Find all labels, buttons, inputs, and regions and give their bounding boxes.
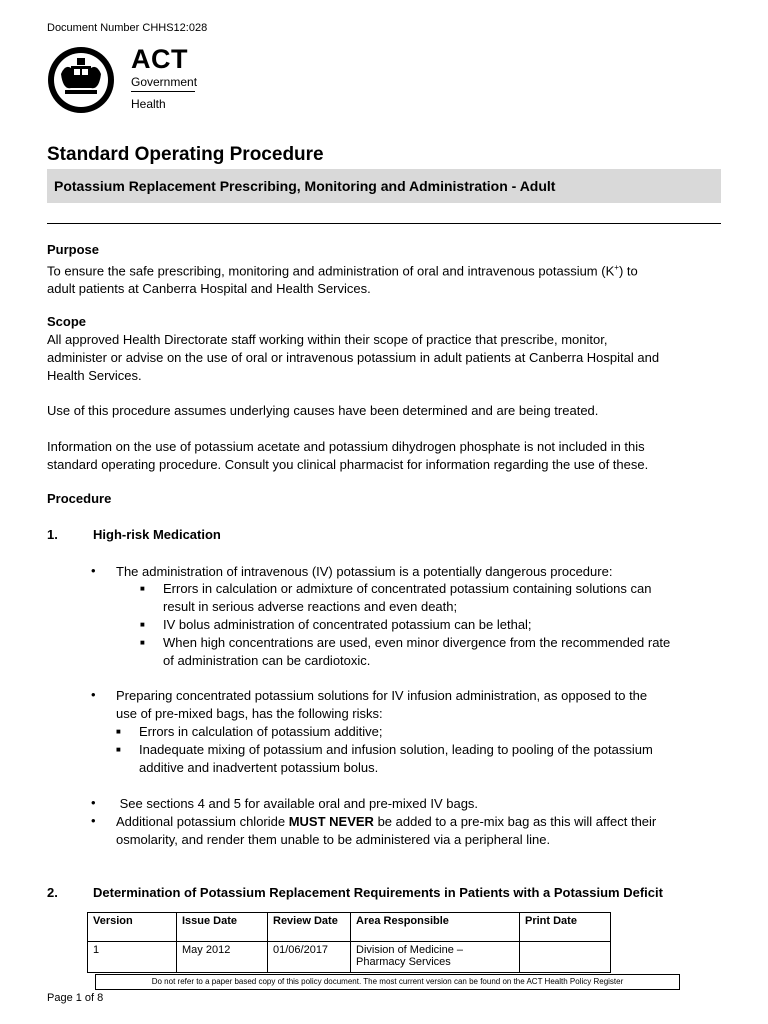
logo-org: ACT bbox=[131, 44, 188, 74]
bullet-4-bold: MUST NEVER bbox=[288, 814, 374, 829]
scope-section bbox=[47, 313, 727, 385]
section-1-number: 1. bbox=[47, 527, 58, 542]
square-bullet-icon: ■ bbox=[140, 638, 145, 647]
purpose-section bbox=[47, 241, 727, 298]
bullet-2-sub-2-line-1: Inadequate mixing of potassium and infusion solution, leading to pooling of the potassium bbox=[139, 742, 653, 757]
table-header: Version bbox=[88, 913, 177, 942]
procedure-heading: Procedure bbox=[47, 491, 112, 506]
logo-divider bbox=[131, 91, 195, 92]
purpose-heading: Purpose bbox=[47, 242, 100, 257]
table-cell bbox=[520, 942, 611, 973]
bullet-1-sub-3-line-1: When high concentrations are used, even minor divergence from the recommended rate bbox=[163, 635, 671, 650]
square-bullet-icon: ■ bbox=[140, 584, 145, 593]
divider bbox=[47, 223, 721, 224]
bullet-1-sub-1-line-1: Errors in calculation or admixture of concentrated potassium containing solutions can bbox=[163, 581, 652, 596]
bullet-4-line-2: osmolarity, and render them unable to be administered via a peripheral line. bbox=[116, 832, 551, 847]
subtitle: Potassium Replacement Prescribing, Monitoring and Administration - Adult bbox=[54, 178, 556, 194]
scope-para-3-line-2: standard operating procedure. Consult you clinical pharmacist for information regarding the use of these. bbox=[47, 457, 649, 472]
bullet-1-sub-3-line-2: of administration can be cardiotoxic. bbox=[163, 653, 371, 668]
page-number: Page 1 of 8 bbox=[47, 992, 104, 1004]
purpose-text-a: To ensure the safe prescribing, monitoring and administration of oral and intravenous potassium (K bbox=[47, 263, 615, 279]
bullet-icon: • bbox=[91, 813, 96, 828]
table-header: Print Date bbox=[520, 913, 611, 942]
page-title: Standard Operating Procedure bbox=[47, 144, 324, 165]
document-meta-table bbox=[87, 912, 611, 973]
purpose-sup: + bbox=[614, 263, 619, 272]
table-header: Area Responsible bbox=[351, 913, 520, 942]
act-health-logo bbox=[47, 44, 197, 116]
disclaimer: Do not refer to a paper based copy of this policy document. The most current version can be found on the ACT Health Policy Register bbox=[95, 974, 680, 990]
purpose-line-2: adult patients at Canberra Hospital and Health Services. bbox=[47, 281, 371, 297]
square-bullet-icon: ■ bbox=[116, 727, 121, 736]
bullet-1: The administration of intravenous (IV) potassium is a potentially dangerous procedure: bbox=[116, 564, 613, 579]
table-cell: May 2012 bbox=[177, 942, 268, 973]
bullet-2 bbox=[116, 687, 647, 723]
bullet-4-line-1 bbox=[116, 813, 656, 831]
bullet-2-sub-2 bbox=[139, 741, 653, 777]
bullet-4-text-b: be added to a pre-mix bag as this will affect their bbox=[373, 814, 657, 829]
bullet-1-sub-2: IV bolus administration of concentrated potassium can be lethal; bbox=[163, 617, 532, 632]
table-cell: 1 bbox=[88, 942, 177, 973]
bullet-1-sub-3 bbox=[163, 634, 670, 670]
bullet-icon: • bbox=[91, 687, 96, 702]
bullet-2-line-1: Preparing concentrated potassium solutions for IV infusion administration, as opposed to the bbox=[116, 688, 648, 703]
bullet-2-sub-2-line-2: additive and inadvertent potassium bolus. bbox=[139, 760, 379, 775]
square-bullet-icon: ■ bbox=[140, 620, 145, 629]
bullet-2-line-2: use of pre-mixed bags, has the following risks: bbox=[116, 706, 383, 721]
scope-heading: Scope bbox=[47, 314, 87, 329]
table-header-row bbox=[88, 913, 611, 942]
section-1-title: High-risk Medication bbox=[93, 527, 221, 542]
scope-line-2: administer or advise on the use of oral or intravenous potassium in adult patients at Canberra Hospital and bbox=[47, 350, 660, 365]
bullet-icon: • bbox=[91, 795, 96, 810]
table-cell: Division of Medicine – Pharmacy Services bbox=[351, 942, 520, 973]
logo-line1: Government bbox=[131, 75, 198, 89]
scope-para-3 bbox=[47, 438, 727, 474]
scope-para-3-line-1: Information on the use of potassium acetate and potassium dihydrogen phosphate is not included in this bbox=[47, 439, 645, 454]
bullet-1-sub-1-line-2: result in serious adverse reactions and even death; bbox=[163, 599, 458, 614]
bullet-3: See sections 4 and 5 for available oral and pre-mixed IV bags. bbox=[116, 796, 479, 811]
section-2-title: Determination of Potassium Replacement Requirements in Patients with a Potassium Deficit bbox=[93, 885, 663, 900]
logo-line2: Health bbox=[131, 97, 166, 111]
table-row bbox=[88, 942, 611, 973]
section-2-number: 2. bbox=[47, 885, 58, 900]
bullet-4 bbox=[116, 813, 656, 849]
bullet-1-sub-1 bbox=[163, 580, 651, 616]
scope-line-1: All approved Health Directorate staff working within their scope of practice that prescribe, monitor, bbox=[47, 332, 608, 347]
table-header: Issue Date bbox=[177, 913, 268, 942]
bullet-2-sub-1: Errors in calculation of potassium additive; bbox=[139, 724, 383, 739]
table-header: Review Date bbox=[268, 913, 351, 942]
scope-line-3: Health Services. bbox=[47, 368, 142, 383]
purpose-line-1 bbox=[47, 259, 727, 280]
bullet-4-text-a: Additional potassium chloride bbox=[116, 814, 289, 829]
bullet-icon: • bbox=[91, 563, 96, 578]
scope-para-2: Use of this procedure assumes underlying causes have been determined and are being treated. bbox=[47, 403, 599, 418]
square-bullet-icon: ■ bbox=[116, 745, 121, 754]
document-number: Document Number CHHS12:028 bbox=[47, 22, 208, 34]
table-cell: 01/06/2017 bbox=[268, 942, 351, 973]
purpose-text-b: ) to bbox=[618, 263, 638, 279]
